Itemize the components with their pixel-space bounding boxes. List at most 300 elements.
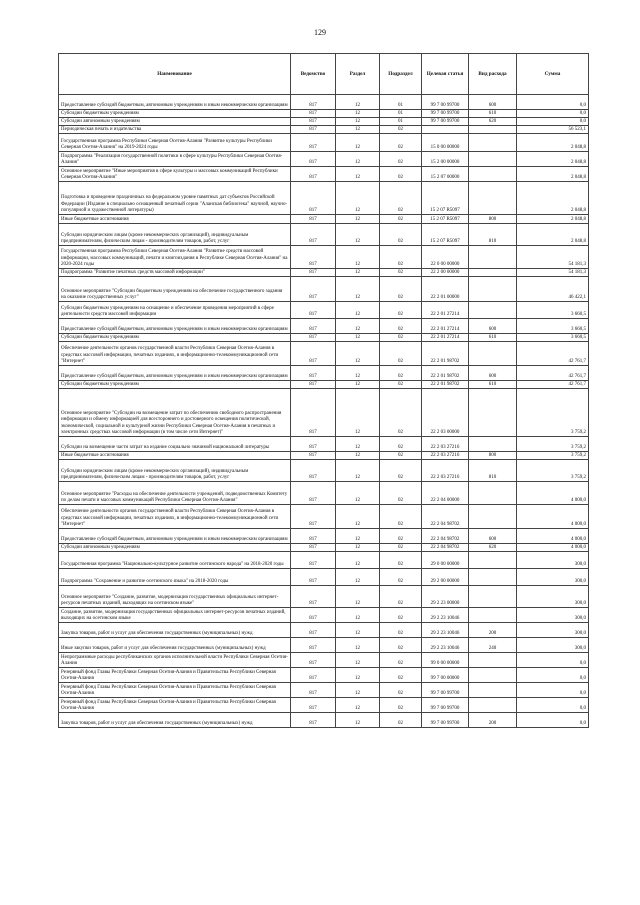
cell-target: 22 2 01 98702	[422, 342, 469, 366]
cell-name: Подпрограмма "Развитие печатных средств массовой информации"	[59, 269, 291, 277]
cell-expense	[469, 668, 517, 683]
cell-subsection: 02	[380, 389, 422, 437]
cell-name: Предоставление субсидий бюджетным, автономным учреждениям и иным некоммерческим организациям	[59, 366, 291, 381]
cell-sum: 3 660,5	[517, 319, 589, 334]
cell-expense	[469, 586, 517, 608]
table-row	[59, 544, 589, 552]
cell-target: 22 2 01 00000	[422, 277, 469, 302]
cell-section: 12	[336, 569, 380, 586]
cell-target	[422, 126, 469, 134]
cell-name: Субсидии бюджетным учреждениям	[59, 334, 291, 342]
cell-subsection: 02	[380, 638, 422, 653]
cell-section: 12	[336, 668, 380, 683]
cell-name: Подпрограмма "Реализация государственной политики в сфере культуры Республики Северная Осетия-Алания"	[59, 152, 291, 167]
cell-target: 29 2 00 00000	[422, 569, 469, 586]
cell-sum: 4 000,0	[517, 505, 589, 529]
cell-name: Резервный фонд Главы Республики Северная Осетия-Алания и Правительства Республики Северная Осетия-Алания	[59, 668, 291, 683]
table-header-row	[59, 54, 589, 95]
cell-ministry: 817	[291, 224, 336, 246]
cell-ministry: 817	[291, 437, 336, 452]
table-row	[59, 482, 589, 505]
cell-expense	[469, 269, 517, 277]
cell-target: 29 0 00 00000	[422, 552, 469, 569]
cell-target: 22 2 03 27216	[422, 460, 469, 482]
cell-subsection: 02	[380, 302, 422, 319]
cell-ministry: 817	[291, 683, 336, 698]
table-row	[59, 95, 589, 110]
cell-name: Закупка товаров, работ и услуг для обеспечения государственных (муниципальных) нужд	[59, 623, 291, 638]
cell-section: 12	[336, 437, 380, 452]
cell-expense	[469, 683, 517, 698]
cell-expense	[469, 653, 517, 668]
cell-section: 12	[336, 126, 380, 134]
cell-target: 99 7 00 99700	[422, 713, 469, 728]
cell-name: Субсидии юридическим лицам (кроме некоммерческих организаций), индивидуальным предпринимателям, физическим лицам - производителям товаров, работ, услуг	[59, 224, 291, 246]
cell-target: 22 2 04 98702	[422, 529, 469, 544]
table-row	[59, 608, 589, 623]
cell-ministry: 817	[291, 653, 336, 668]
cell-expense	[469, 482, 517, 505]
cell-expense: 200	[469, 623, 517, 638]
cell-ministry: 817	[291, 623, 336, 638]
cell-ministry: 817	[291, 215, 336, 224]
cell-section: 12	[336, 215, 380, 224]
cell-ministry: 817	[291, 668, 336, 683]
table-row	[59, 653, 589, 668]
cell-target: 15 2 07 R5097	[422, 182, 469, 215]
cell-target: 22 2 03 27216	[422, 452, 469, 460]
table-row	[59, 342, 589, 366]
header-ministry: Ведомство	[291, 54, 336, 95]
cell-ministry: 817	[291, 452, 336, 460]
cell-target: 29 2 23 10046	[422, 608, 469, 623]
cell-section: 12	[336, 277, 380, 302]
cell-section: 12	[336, 302, 380, 319]
cell-ministry: 817	[291, 319, 336, 334]
cell-target: 22 2 04 98702	[422, 544, 469, 552]
cell-target: 15 2 00 00000	[422, 152, 469, 167]
cell-sum: 2 048,8	[517, 215, 589, 224]
cell-expense: 620	[469, 118, 517, 126]
cell-name: Субсидии бюджетным учреждениям на оснащение и обеспечение проведения мероприятий в сфере деятельности средств массовой информации	[59, 302, 291, 319]
cell-sum: 56 523,1	[517, 126, 589, 134]
cell-target: 22 0 00 00000	[422, 246, 469, 269]
cell-section: 12	[336, 505, 380, 529]
cell-section: 12	[336, 452, 380, 460]
cell-name: Предоставление субсидий бюджетным, автономным учреждениям и иным некоммерческим организациям	[59, 319, 291, 334]
cell-section: 12	[336, 118, 380, 126]
cell-subsection: 02	[380, 608, 422, 623]
cell-section: 12	[336, 623, 380, 638]
cell-expense: 240	[469, 638, 517, 653]
cell-target: 99 7 00 99700	[422, 95, 469, 110]
cell-sum: 2 048,8	[517, 224, 589, 246]
table-row	[59, 713, 589, 728]
cell-section: 12	[336, 152, 380, 167]
cell-section: 12	[336, 552, 380, 569]
table-row	[59, 152, 589, 167]
cell-subsection: 02	[380, 713, 422, 728]
cell-ministry: 817	[291, 134, 336, 152]
cell-section: 12	[336, 381, 380, 389]
cell-subsection: 02	[380, 623, 422, 638]
cell-sum: 0,0	[517, 118, 589, 126]
cell-ministry: 817	[291, 381, 336, 389]
cell-ministry: 817	[291, 698, 336, 713]
cell-expense	[469, 126, 517, 134]
table-row	[59, 389, 589, 437]
cell-ministry: 817	[291, 569, 336, 586]
cell-expense	[469, 182, 517, 215]
cell-target: 22 2 04 00000	[422, 482, 469, 505]
cell-ministry: 817	[291, 126, 336, 134]
cell-name: Обеспечение деятельности органов государственной власти Республики Северная Осетия-Алания в средствах массовой информации, печатных изданиях, в информационно-телекоммуникационной сети "Интернет"	[59, 505, 291, 529]
cell-subsection: 02	[380, 269, 422, 277]
cell-expense	[469, 246, 517, 269]
cell-subsection: 02	[380, 460, 422, 482]
cell-sum: 300,0	[517, 623, 589, 638]
cell-expense: 610	[469, 334, 517, 342]
cell-expense	[469, 552, 517, 569]
table-row	[59, 334, 589, 342]
table-row	[59, 215, 589, 224]
cell-name: Предоставление субсидий бюджетным, автономным учреждениям и иным некоммерческим организациям	[59, 529, 291, 544]
cell-name: Резервный фонд Главы Республики Северная Осетия-Алания и Правительства Республики Северная Осетия-Алания	[59, 683, 291, 698]
cell-expense	[469, 698, 517, 713]
cell-section: 12	[336, 342, 380, 366]
cell-ministry: 817	[291, 342, 336, 366]
cell-sum: 0,0	[517, 110, 589, 118]
cell-expense	[469, 277, 517, 302]
cell-subsection: 02	[380, 215, 422, 224]
cell-target: 22 2 03 00000	[422, 389, 469, 437]
cell-name: Подготовка и проведение праздничных на федеральном уровне памятных дат субъектов Российской Федерации (Издание в специально оснащенный печатный серии "Аланская библиотека" научной, научно-популярной и художественной литературы)	[59, 182, 291, 215]
cell-sum: 300,0	[517, 569, 589, 586]
cell-name: Резервный фонд Главы Республики Северная Осетия-Алания и Правительства Республики Северная Осетия-Алания	[59, 698, 291, 713]
cell-target: 29 2 23 10046	[422, 638, 469, 653]
cell-subsection: 02	[380, 319, 422, 334]
cell-expense	[469, 437, 517, 452]
cell-ministry: 817	[291, 552, 336, 569]
table-row	[59, 552, 589, 569]
cell-section: 12	[336, 698, 380, 713]
cell-ministry: 817	[291, 277, 336, 302]
cell-section: 12	[336, 586, 380, 608]
cell-section: 12	[336, 389, 380, 437]
table-row	[59, 182, 589, 215]
cell-target: 99 0 00 00000	[422, 653, 469, 668]
cell-subsection: 02	[380, 452, 422, 460]
cell-expense	[469, 167, 517, 182]
cell-sum: 3 759,2	[517, 389, 589, 437]
header-target: Целевая статья	[422, 54, 469, 95]
cell-ministry: 817	[291, 638, 336, 653]
table-row	[59, 246, 589, 269]
table-row	[59, 623, 589, 638]
cell-section: 12	[336, 182, 380, 215]
cell-ministry: 817	[291, 366, 336, 381]
cell-sum: 54 181,3	[517, 269, 589, 277]
cell-sum: 300,0	[517, 608, 589, 623]
cell-name: Государственная программа Республики Северная Осетия-Алания "Развитие культуры Республики Северная Осетия-Алания" на 2019-2024 годы	[59, 134, 291, 152]
cell-expense: 810	[469, 224, 517, 246]
cell-expense	[469, 134, 517, 152]
cell-sum: 300,0	[517, 586, 589, 608]
cell-name: Государственная программа Республики Северная Осетия-Алания "Развитие средств массовой информации, массовых коммуникаций, печати и книгоиздания в Республике Северная Осетия-Алания" на 2020-2024 годы	[59, 246, 291, 269]
cell-name: Субсидии на возмещение части затрат на издание социально значимой национальной литературы	[59, 437, 291, 452]
cell-expense	[469, 342, 517, 366]
cell-sum: 3 660,5	[517, 334, 589, 342]
cell-section: 12	[336, 334, 380, 342]
cell-section: 12	[336, 608, 380, 623]
cell-subsection: 02	[380, 437, 422, 452]
cell-name: Субсидии бюджетным учреждениям	[59, 110, 291, 118]
table-row	[59, 452, 589, 460]
cell-name: Закупка товаров, работ и услуг для обеспечения государственных (муниципальных) нужд	[59, 713, 291, 728]
cell-subsection: 02	[380, 668, 422, 683]
cell-target: 22 2 01 98702	[422, 366, 469, 381]
cell-sum: 4 000,0	[517, 482, 589, 505]
cell-section: 12	[336, 366, 380, 381]
budget-table	[58, 53, 589, 728]
cell-section: 12	[336, 224, 380, 246]
cell-subsection: 02	[380, 569, 422, 586]
cell-sum: 3 759,2	[517, 452, 589, 460]
cell-subsection: 02	[380, 334, 422, 342]
cell-name: Основное мероприятие "Субсидии на возмещение затрат по обеспечению свободного распространения информации и обмену информацией для всестороннего и достоверного освещения политической, экономической, социальной и культурной жизни Республики Северная Осетия-Алания в печатных и электронных средствах массовой информации (в том числе сети Интернет)"	[59, 389, 291, 437]
header-expense: Вид расхода	[469, 54, 517, 95]
cell-name: Основное мероприятие "Создание, развитие, модернизация государственных официальных интернет-ресурсов печатных изданий, выходящих на осетинском языке"	[59, 586, 291, 608]
cell-section: 12	[336, 134, 380, 152]
cell-section: 12	[336, 460, 380, 482]
cell-ministry: 817	[291, 118, 336, 126]
cell-section: 12	[336, 269, 380, 277]
cell-ministry: 817	[291, 608, 336, 623]
cell-sum: 3 759,2	[517, 437, 589, 452]
cell-section: 12	[336, 95, 380, 110]
cell-subsection: 02	[380, 381, 422, 389]
cell-expense: 800	[469, 452, 517, 460]
cell-subsection: 01	[380, 95, 422, 110]
cell-target: 22 2 01 27214	[422, 319, 469, 334]
cell-subsection: 02	[380, 653, 422, 668]
cell-ministry: 817	[291, 460, 336, 482]
cell-name: Обеспечение деятельности органов государственной власти Республики Северная Осетия-Алания в средствах массовой информации, печатных изданиях, в информационно-телекоммуникационной сети "Интернет"	[59, 342, 291, 366]
cell-sum: 2 048,8	[517, 152, 589, 167]
cell-subsection: 02	[380, 182, 422, 215]
cell-target: 15 2 07 00000	[422, 167, 469, 182]
table-row	[59, 505, 589, 529]
cell-section: 12	[336, 110, 380, 118]
table-row	[59, 319, 589, 334]
cell-target: 29 2 23 00000	[422, 586, 469, 608]
cell-name: Иные бюджетные ассигнования	[59, 215, 291, 224]
cell-name: Основное мероприятие "Иные мероприятия в сфере культуры и массовых коммуникаций Республики Северная Осетия-Алания"	[59, 167, 291, 182]
cell-target: 15 0 00 00000	[422, 134, 469, 152]
cell-sum: 0,0	[517, 713, 589, 728]
cell-subsection: 02	[380, 134, 422, 152]
cell-name: Субсидии бюджетным учреждениям	[59, 381, 291, 389]
table-row	[59, 224, 589, 246]
table-row	[59, 460, 589, 482]
header-subsection: Подраздел	[380, 54, 422, 95]
cell-ministry: 817	[291, 182, 336, 215]
cell-sum: 0,0	[517, 698, 589, 713]
cell-section: 12	[336, 529, 380, 544]
table-row	[59, 126, 589, 134]
cell-name: Предоставление субсидий бюджетным, автономным учреждениям и иным некоммерческим организациям	[59, 95, 291, 110]
cell-expense: 610	[469, 381, 517, 389]
cell-subsection: 02	[380, 342, 422, 366]
cell-name: Подпрограмма "Сохранение и развитие осетинского языка" на 2018-2020 годы	[59, 569, 291, 586]
cell-ministry: 817	[291, 269, 336, 277]
cell-name: Создание, развитие, модернизация государственных официальных интернет-ресурсов печатных изданий, выходящих на осетинском языке	[59, 608, 291, 623]
table-row	[59, 366, 589, 381]
table-row	[59, 529, 589, 544]
cell-sum: 2 048,8	[517, 134, 589, 152]
cell-sum: 300,0	[517, 638, 589, 653]
cell-sum: 0,0	[517, 653, 589, 668]
cell-subsection: 02	[380, 126, 422, 134]
cell-target: 22 2 01 27214	[422, 302, 469, 319]
table-row	[59, 683, 589, 698]
cell-expense: 620	[469, 544, 517, 552]
cell-subsection: 02	[380, 544, 422, 552]
cell-sum: 46 422,1	[517, 277, 589, 302]
table-row	[59, 134, 589, 152]
cell-subsection: 02	[380, 152, 422, 167]
cell-expense	[469, 569, 517, 586]
cell-section: 12	[336, 638, 380, 653]
cell-expense	[469, 608, 517, 623]
cell-expense	[469, 302, 517, 319]
cell-name: Субсидии автономным учреждениям	[59, 118, 291, 126]
cell-subsection: 01	[380, 118, 422, 126]
cell-sum: 2 048,8	[517, 167, 589, 182]
cell-subsection: 02	[380, 698, 422, 713]
cell-expense: 600	[469, 366, 517, 381]
cell-subsection: 02	[380, 167, 422, 182]
table-body	[59, 95, 589, 728]
cell-section: 12	[336, 653, 380, 668]
cell-ministry: 817	[291, 482, 336, 505]
cell-name: Основное мероприятие "Субсидии бюджетным учреждениям на обеспечение государственного задания на оказание государственных услуг"	[59, 277, 291, 302]
cell-subsection: 02	[380, 482, 422, 505]
table-row	[59, 668, 589, 683]
cell-name: Иные закупки товаров, работ и услуг для обеспечения государственных (муниципальных) нужд	[59, 638, 291, 653]
cell-ministry: 817	[291, 389, 336, 437]
cell-sum: 0,0	[517, 668, 589, 683]
cell-section: 12	[336, 319, 380, 334]
cell-ministry: 817	[291, 167, 336, 182]
cell-expense: 600	[469, 95, 517, 110]
cell-target: 99 7 00 99700	[422, 683, 469, 698]
cell-ministry: 817	[291, 529, 336, 544]
cell-target: 15 2 07 R5097	[422, 224, 469, 246]
cell-section: 12	[336, 683, 380, 698]
table-row	[59, 269, 589, 277]
cell-subsection: 02	[380, 277, 422, 302]
cell-sum: 54 181,3	[517, 246, 589, 269]
header-sum: Сумма	[517, 54, 589, 95]
cell-expense	[469, 389, 517, 437]
cell-expense: 810	[469, 460, 517, 482]
table-row	[59, 277, 589, 302]
cell-subsection: 02	[380, 505, 422, 529]
cell-name: Периодическая печать и издательства	[59, 126, 291, 134]
cell-target: 15 2 07 R5097	[422, 215, 469, 224]
table-row	[59, 118, 589, 126]
cell-target: 99 7 00 99700	[422, 698, 469, 713]
cell-sum: 0,0	[517, 683, 589, 698]
cell-target: 99 7 00 00000	[422, 668, 469, 683]
cell-subsection: 02	[380, 586, 422, 608]
cell-name: Субсидии автономным учреждениям	[59, 544, 291, 552]
cell-section: 12	[336, 544, 380, 552]
cell-expense: 610	[469, 110, 517, 118]
cell-section: 12	[336, 482, 380, 505]
table-row	[59, 638, 589, 653]
header-section: Раздел	[336, 54, 380, 95]
cell-subsection: 01	[380, 110, 422, 118]
cell-ministry: 817	[291, 505, 336, 529]
cell-name: Иные бюджетные ассигнования	[59, 452, 291, 460]
cell-sum: 42 761,7	[517, 342, 589, 366]
cell-name: Непрограммные расходы республиканских органов исполнительной власти Республики Северная Осетия-Алания	[59, 653, 291, 668]
header-name: Наименование	[59, 54, 291, 95]
cell-sum: 300,0	[517, 552, 589, 569]
cell-sum: 4 000,0	[517, 544, 589, 552]
table-row	[59, 110, 589, 118]
cell-ministry: 817	[291, 95, 336, 110]
cell-ministry: 817	[291, 544, 336, 552]
cell-subsection: 02	[380, 683, 422, 698]
cell-section: 12	[336, 246, 380, 269]
cell-subsection: 02	[380, 366, 422, 381]
cell-expense	[469, 505, 517, 529]
cell-subsection: 02	[380, 246, 422, 269]
cell-sum: 3 759,2	[517, 460, 589, 482]
cell-target: 22 2 03 27216	[422, 437, 469, 452]
cell-sum: 0,0	[517, 95, 589, 110]
cell-expense: 200	[469, 713, 517, 728]
table-row	[59, 381, 589, 389]
cell-target: 99 7 00 99700	[422, 118, 469, 126]
cell-target: 99 7 00 99700	[422, 110, 469, 118]
cell-section: 12	[336, 167, 380, 182]
table-row	[59, 302, 589, 319]
cell-target: 29 2 23 10046	[422, 623, 469, 638]
cell-target: 22 2 01 98702	[422, 381, 469, 389]
cell-name: Основное мероприятие "Расходы на обеспечение деятельности учреждений, подведомственных Комитету по делам печати и массовых коммуникаций Республики Северная Осетия-Алания"	[59, 482, 291, 505]
table-row	[59, 167, 589, 182]
cell-target: 22 2 04 98702	[422, 505, 469, 529]
cell-ministry: 817	[291, 302, 336, 319]
cell-ministry: 817	[291, 110, 336, 118]
table-row	[59, 569, 589, 586]
cell-sum: 3 660,5	[517, 302, 589, 319]
cell-sum: 42 761,7	[517, 366, 589, 381]
cell-ministry: 817	[291, 334, 336, 342]
cell-section: 12	[336, 713, 380, 728]
cell-subsection: 02	[380, 224, 422, 246]
cell-target: 22 2 00 00000	[422, 269, 469, 277]
cell-ministry: 817	[291, 713, 336, 728]
cell-name: Государственная программа "Национально-культурное развитие осетинского народа" на 2018-2020 годы	[59, 552, 291, 569]
cell-expense: 600	[469, 319, 517, 334]
table-row	[59, 586, 589, 608]
cell-subsection: 02	[380, 529, 422, 544]
